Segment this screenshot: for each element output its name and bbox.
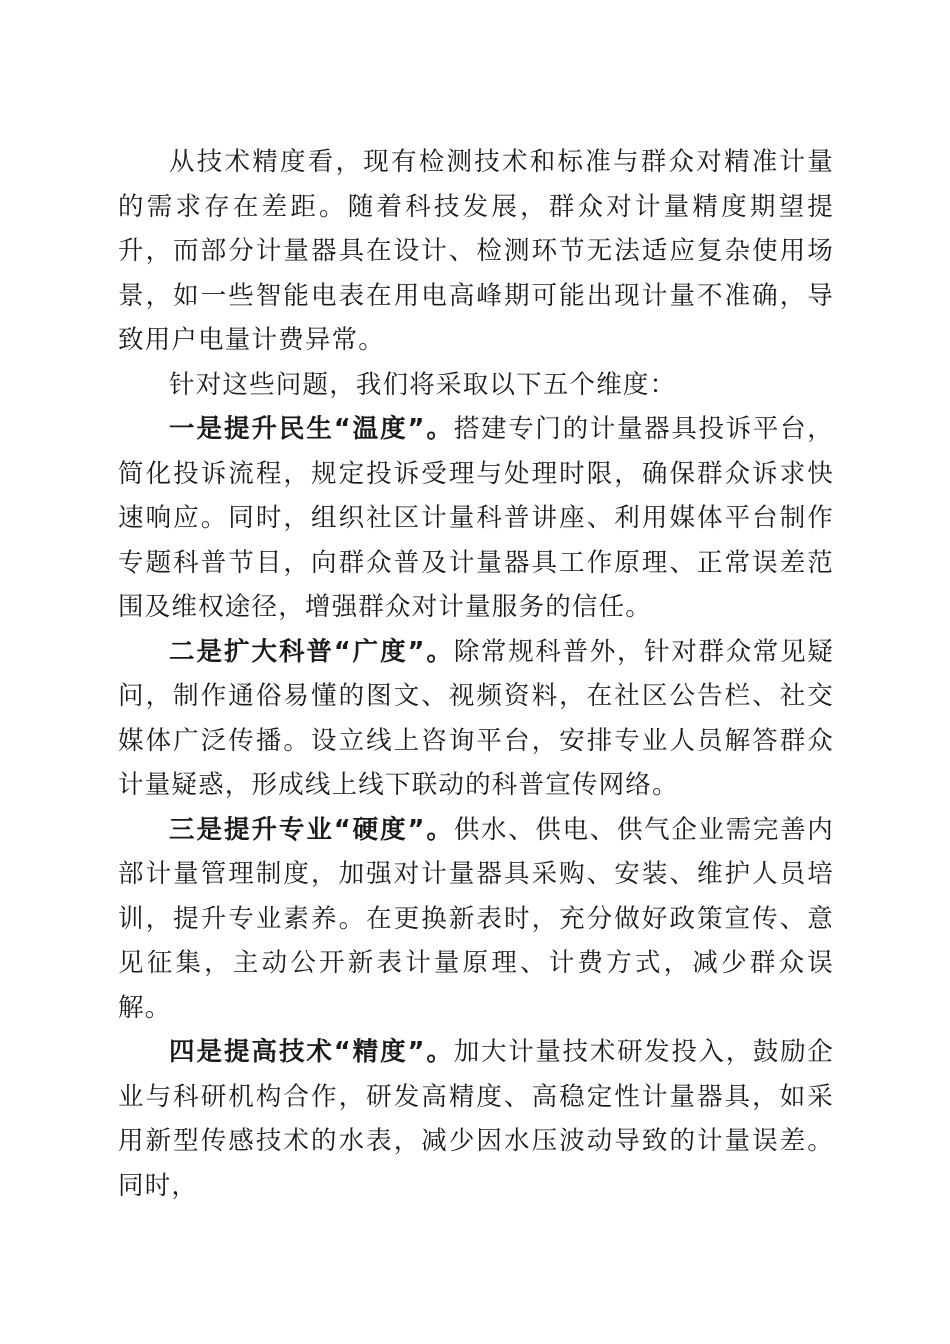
paragraph-text: 供水、供电、供气企业需完善内部计量管理制度，加强对计量器具采购、安装、维护人员培训，提升专业素养。在更换新表时，充分做好政策宣传、意见征集，主动公开新表计量原理、计费方式，减少群众误解。: [118, 814, 834, 1023]
paragraph-text: 加大计量技术研发投入，鼓励企业与科研机构合作，研发高精度、高稳定性计量器具，如采用新型传感技术的水表，减少因水压波动导致的计量误差。同时，: [118, 1037, 834, 1201]
paragraph-precision-gap: [118, 140, 834, 363]
paragraph-warmth: [118, 407, 834, 630]
paragraph-precision: [118, 1030, 834, 1208]
paragraph-lead: 四是提高技术“精度”。: [169, 1037, 454, 1067]
paragraph-text: 针对这些问题，我们将采取以下五个维度：: [169, 369, 677, 400]
paragraph-text: 搭建专门的计量器具投诉平台，简化投诉流程，规定投诉受理与处理时限，确保群众诉求快速响应。同时，组织社区计量科普讲座、利用媒体平台制作专题科普节目，向群众普及计量器具工作原理、正常误差范围及维权途径，增强群众对计量服务的信任。: [118, 414, 834, 622]
paragraph-text: 从技术精度看，现有检测技术和标准与群众对精准计量的需求存在差距。随着科技发展，群众对计量精度期望提升，而部分计量器具在设计、检测环节无法适应复杂使用场景，如一些智能电表在用电高峰期可能出现计量不准确，导致用户电量计费异常。: [118, 147, 834, 355]
document-body: [118, 140, 834, 1208]
paragraph-lead: 一是提升民生“温度”。: [169, 414, 454, 444]
paragraph-lead: 三是提升专业“硬度”。: [169, 814, 454, 845]
paragraph-lead: 二是扩大科普“广度”。: [169, 636, 454, 667]
paragraph-breadth: [118, 630, 834, 808]
paragraph-text: 除常规科普外，针对群众常见疑问，制作通俗易懂的图文、视频资料，在社区公告栏、社交媒体广泛传播。设立线上咨询平台，安排专业人员解答群众计量疑惑，形成线上线下联动的科普宣传网络。: [118, 636, 834, 800]
paragraph-hardness: [118, 808, 834, 1031]
paragraph-intro-five-dimensions: [118, 363, 834, 408]
